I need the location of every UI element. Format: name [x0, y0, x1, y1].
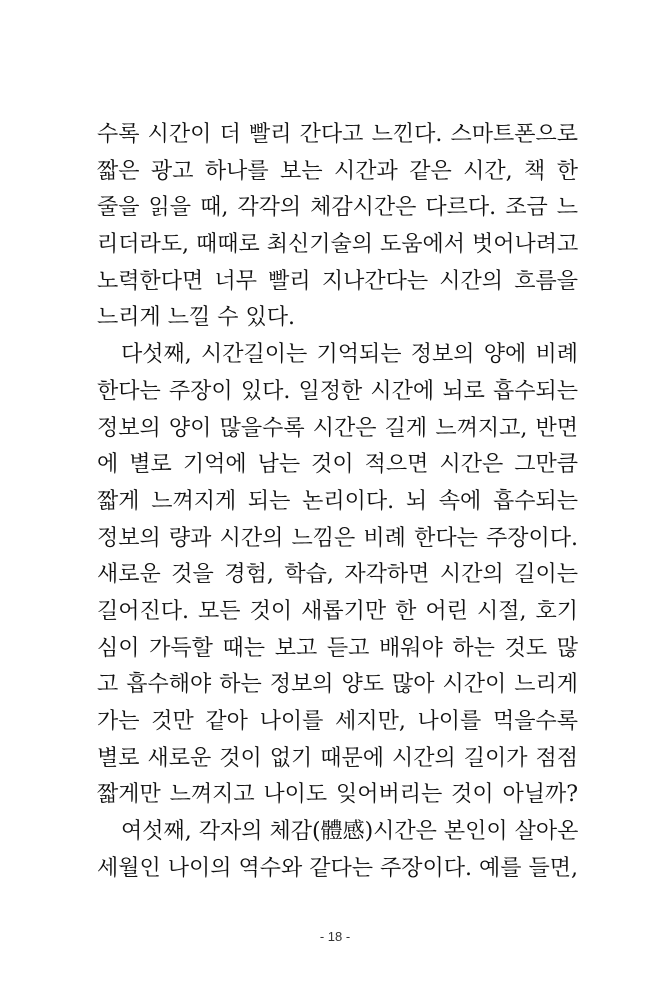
- text-line: 한다는 주장이 있다. 일정한 시간에 뇌로 흡수되는: [97, 378, 578, 404]
- text-line: 심이 가득할 때는 보고 듣고 배워야 하는 것도 많: [97, 635, 578, 661]
- text-line: 짧게만 느껴지고 나이도 잊어버리는 것이 아닐까?: [97, 782, 578, 808]
- text-line: 짧은 광고 하나를 보는 시간과 같은 시간, 책 한: [97, 158, 578, 184]
- text-line: 짧게 느껴지게 되는 논리이다. 뇌 속에 흡수되는: [97, 488, 578, 514]
- paragraph-start-line: 여섯째, 각자의 체감(體感)시간은 본인이 살아온: [121, 819, 579, 845]
- text-line: 에 별로 기억에 남는 것이 적으면 시간은 그만큼: [97, 452, 578, 478]
- paragraph-start-line: 다섯째, 시간길이는 기억되는 정보의 양에 비례: [121, 342, 578, 368]
- text-line: 새로운 것을 경험, 학습, 자각하면 시간의 길이는: [97, 562, 578, 588]
- text-line: 별로 새로운 것이 없기 때문에 시간의 길이가 점점: [97, 745, 578, 771]
- text-line: 가는 것만 같아 나이를 세지만, 나이를 먹을수록: [97, 709, 578, 734]
- text-line: 수록 시간이 더 빨리 간다고 느낀다. 스마트폰으로: [97, 122, 578, 147]
- text-line: 고 흡수해야 하는 정보의 양도 많아 시간이 느리게: [97, 672, 578, 698]
- page-number: - 18 -: [319, 929, 351, 944]
- text-line: 리더라도, 때때로 최신기술의 도움에서 벗어나려고: [97, 232, 579, 258]
- text-line: 세월인 나이의 역수와 같다는 주장이다. 예를 들면,: [97, 855, 578, 881]
- text-line: 정보의 양이 많을수록 시간은 길게 느껴지고, 반면: [97, 415, 578, 441]
- text-line: 줄을 읽을 때, 각각의 체감시간은 다르다. 조금 느: [97, 195, 578, 221]
- text-line: 노력한다면 너무 빨리 지나간다는 시간의 흐름을: [97, 268, 578, 294]
- text-line: 느리게 느낄 수 있다.: [97, 305, 295, 331]
- text-line: 정보의 량과 시간의 느낌은 비례 한다는 주장이다.: [97, 525, 578, 551]
- text-line: 길어진다. 모든 것이 새롭기만 한 어린 시절, 호기: [97, 598, 578, 624]
- body-text: [97, 117, 578, 887]
